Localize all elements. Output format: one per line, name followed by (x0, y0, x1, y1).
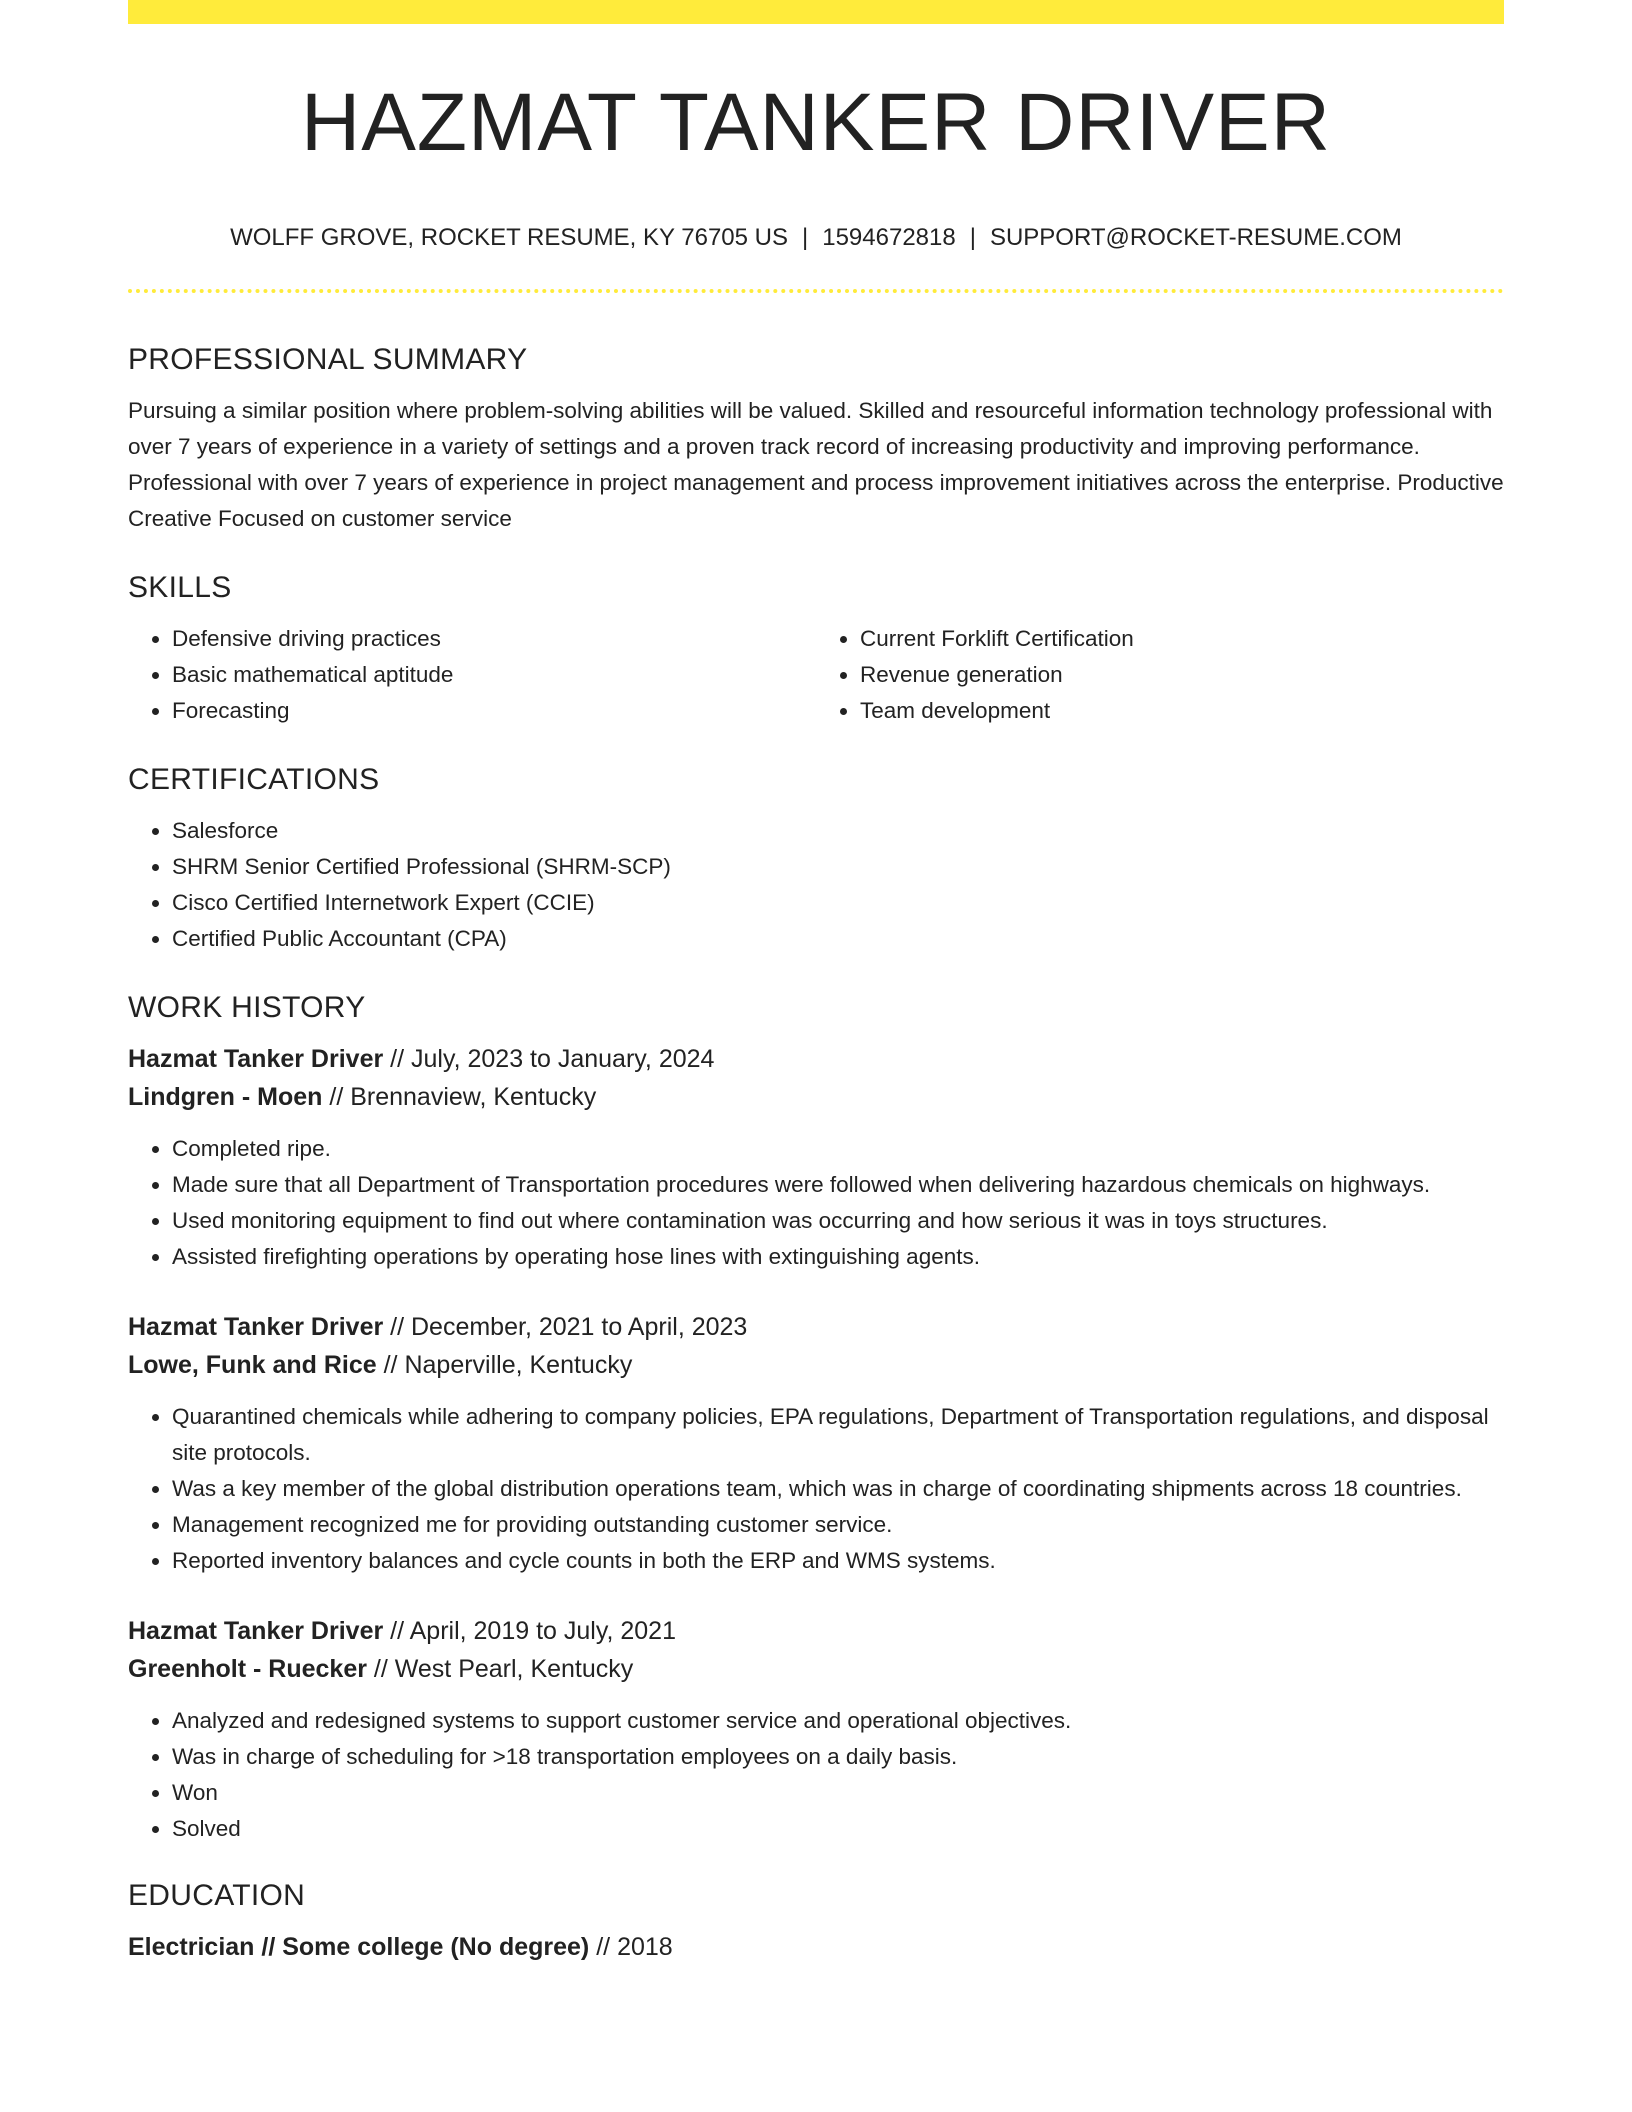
education-separator: // (589, 1933, 618, 1961)
contact-separator: | (802, 224, 809, 251)
certifications-list (128, 813, 1504, 957)
job-bullet: • Won (172, 1775, 1504, 1811)
education-heading: EDUCATION (128, 1879, 306, 1912)
skill-item: • Team development (860, 693, 1504, 729)
job-entry (128, 1308, 1504, 1579)
job-company-line (128, 1650, 1504, 1688)
job-bullet: • Made sure that all Department of Transportation procedures were followed when delivering hazardous chemicals on highways. (172, 1167, 1504, 1203)
job-title-line (128, 1308, 1504, 1346)
job-separator: // (383, 1617, 410, 1645)
summary-heading: PROFESSIONAL SUMMARY (128, 343, 528, 376)
job-title: Hazmat Tanker Driver (128, 1617, 384, 1645)
skills-column-left (128, 621, 816, 729)
job-dates: July, 2023 to January, 2024 (411, 1045, 715, 1073)
job-separator: // (322, 1083, 351, 1111)
job-title-line (128, 1612, 1504, 1650)
job-dates: December, 2021 to April, 2023 (411, 1313, 748, 1341)
certification-item: • Cisco Certified Internetwork Expert (CCIE) (172, 885, 1504, 921)
certification-item: • Salesforce (172, 813, 1504, 849)
job-bullet: • Management recognized me for providing outstanding customer service. (172, 1507, 1504, 1543)
job-bullets (128, 1131, 1504, 1275)
skill-item: • Defensive driving practices (172, 621, 816, 657)
job-bullet: • Reported inventory balances and cycle counts in both the ERP and WMS systems. (172, 1543, 1504, 1579)
job-title-line (128, 1040, 1504, 1078)
job-bullet: • Quarantined chemicals while adhering to company policies, EPA regulations, Department of Transportation regulations, and disposal site protocols. (172, 1399, 1504, 1471)
skill-item: • Forecasting (172, 693, 816, 729)
job-bullets (128, 1703, 1504, 1847)
work-history-heading: WORK HISTORY (128, 991, 366, 1024)
education-year: 2018 (617, 1933, 673, 1961)
job-bullet: • Was in charge of scheduling for >18 transportation employees on a daily basis. (172, 1739, 1504, 1775)
header-divider (128, 289, 1504, 293)
job-title: Hazmat Tanker Driver (128, 1313, 384, 1341)
skill-item: • Basic mathematical aptitude (172, 657, 816, 693)
certification-item: • Certified Public Accountant (CPA) (172, 921, 1504, 957)
job-entry (128, 1612, 1504, 1847)
skill-item: • Current Forklift Certification (860, 621, 1504, 657)
job-separator: // (383, 1045, 411, 1073)
resume-page (128, 0, 1504, 1966)
job-location: West Pearl, Kentucky (394, 1655, 634, 1683)
job-title: Hazmat Tanker Driver (128, 1045, 384, 1073)
job-bullet: • Completed ripe. (172, 1131, 1504, 1167)
resume-title: HAZMAT TANKER DRIVER (301, 77, 1331, 168)
job-company-line (128, 1078, 1504, 1116)
contact-address: WOLFF GROVE, ROCKET RESUME, KY 76705 US (230, 224, 788, 251)
contact-separator: | (969, 224, 976, 251)
skills-heading: SKILLS (128, 571, 232, 604)
job-bullet: • Was a key member of the global distribution operations team, which was in charge of coordinating shipments across 18 countries. (172, 1471, 1504, 1507)
job-separator: // (376, 1351, 405, 1379)
job-separator: // (383, 1313, 411, 1341)
certifications-heading: CERTIFICATIONS (128, 763, 380, 796)
job-dates: April, 2019 to July, 2021 (409, 1617, 676, 1645)
job-bullet: • Solved (172, 1811, 1504, 1847)
education-degree: Electrician // Some college (No degree) (128, 1933, 590, 1961)
job-company: Lowe, Funk and Rice (128, 1351, 377, 1379)
job-bullet: • Used monitoring equipment to find out where contamination was occurring and how serious it was in toys structures. (172, 1203, 1504, 1239)
job-company: Greenholt - Ruecker (128, 1655, 367, 1683)
skills-column-right (816, 621, 1504, 729)
job-location: Naperville, Kentucky (404, 1351, 633, 1379)
job-bullets (128, 1399, 1504, 1579)
skills-list (128, 621, 1504, 729)
job-bullet: • Analyzed and redesigned systems to support customer service and operational objectives. (172, 1703, 1504, 1739)
job-location: Brennaview, Kentucky (350, 1083, 597, 1111)
job-entry (128, 1040, 1504, 1275)
summary-text: Pursuing a similar position where problem-solving abilities will be valued. Skilled and resourceful information technology professional with over 7 years of experience in a variety of settings and a proven track record of increasing productivity and improving performance. Professional with over 7 years of experience in project management and process improvement initiatives across the enterprise. Productive Creative Focused on customer service (128, 398, 1504, 531)
certification-item: • SHRM Senior Certified Professional (SHRM-SCP) (172, 849, 1504, 885)
skill-item: • Revenue generation (860, 657, 1504, 693)
contact-email: SUPPORT@ROCKET-RESUME.COM (989, 224, 1402, 251)
job-separator: // (366, 1655, 395, 1683)
top-accent-bar (128, 0, 1504, 24)
job-company-line (128, 1346, 1504, 1384)
education-entry (128, 1928, 1504, 1966)
contact-line (128, 226, 1504, 250)
job-company: Lindgren - Moen (128, 1083, 323, 1111)
job-bullet: • Assisted firefighting operations by operating hose lines with extinguishing agents. (172, 1239, 1504, 1275)
contact-phone: 1594672818 (822, 224, 956, 251)
